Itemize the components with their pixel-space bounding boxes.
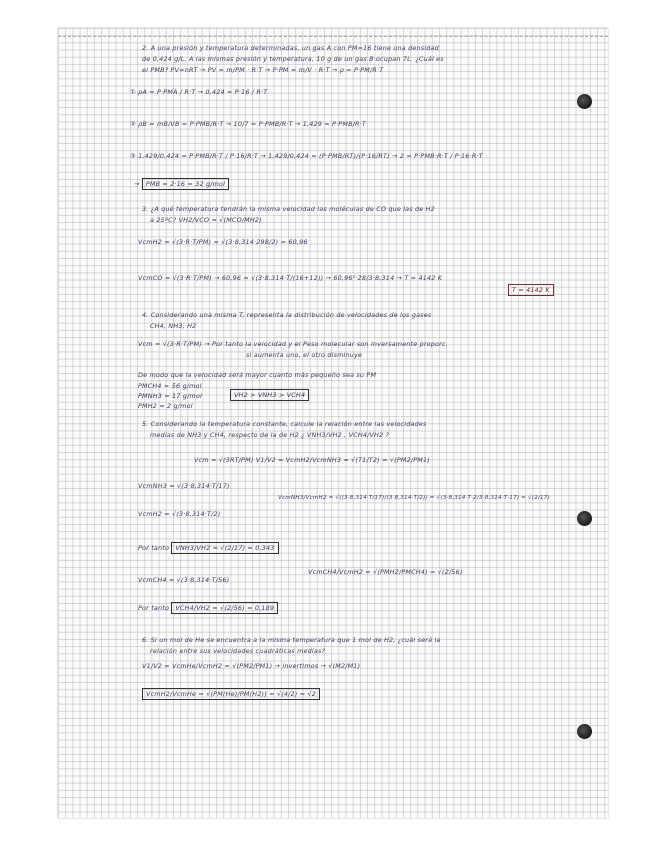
problem-4-text: 4. Considerando una misma T, representa la distribución de velocidades de los gases [142, 311, 432, 319]
problem-3-text-line-2: a 25ºC? VH2/VCO = √(MCO/MH2) [150, 216, 262, 224]
problem-4-eq-1b: si aumenta uno, el otro disminuye [246, 351, 363, 359]
problem-4-order: VH2 > VNH3 > VCH4 [230, 391, 309, 399]
problem-5-ratio-1: VcmNH3/VcmH2 = √((3·8,314·T/17)/(3·8,314·T/2)) = √(3·8,314·T·2/3·8,314·T·17) = √(2/17) [278, 495, 550, 501]
problem-5-eq-nh3: VcmNH3 = √(3·8,314·T/17) [138, 482, 230, 490]
problem-5-result-2: Por tanto VCH4/VH2 = √(2/56) = 0,189 [138, 604, 278, 612]
problem-2-text-line-2: de 0,424 g/L. A las mismas presión y temperatura, 10 g de un gas B ocupan 7L. ¿Cuál es [142, 55, 444, 63]
problem-6-eq-1: V1/V2 = VcmHe/VcmH2 = √(PM2/PM1) → invertimos → √(M2/M1) [142, 662, 361, 670]
problem-4-text-line-2: CH4, NH3, H2 [150, 322, 197, 330]
problem-4-pm-ch4: PMCH4 = 56 g/mol [138, 382, 202, 390]
problem-6-text-line-2: relación entre sus velocidades cuadráticas medias? [150, 647, 326, 655]
problem-number: 2. [142, 44, 149, 52]
problem-3-text: 3. ¿A qué temperatura tendrán la misma velocidad las moléculas de CO que las de H2 [142, 205, 435, 213]
problem-2-text: 2. A una presión y temperatura determinadas, un gas A con PM=16 tiene una densidad [142, 44, 439, 52]
problem-2-step-3: ③ 1,429/0,424 = P·PMB/R·T / P·16/R·T → 1,429/0,424 = (P·PMB/RT)/(P·16/RT) → 2 = P·PMB·R·T / P·16·R·T [130, 152, 483, 160]
problem-3-eq-1: VcmH2 = √(3·R·T/PM) = √(3·8,314·298/2) = 60,96 [138, 238, 308, 246]
problem-5-eq-h2: VcmH2 = √(3·8,314·T/2) [138, 510, 221, 518]
problem-5-eq-ch4: VcmCH4 = √(3·8,314·T/56) [138, 576, 230, 584]
problem-6-text: 6. Si un mol de He se encuentra a la misma temperatura que 1 mol de H2, ¿cuál será la [142, 636, 441, 644]
problem-2-step-2: ② ρB = mB/VB = P·PMB/R·T → 10/7 = P·PMB/R·T → 1,429 = P·PMB/R·T [130, 120, 366, 128]
problem-4-pm-nh3: PMNH3 = 17 g/mol [138, 392, 202, 400]
problem-4-eq-1: Vcm = √(3·R·T/PM) → Por tanto la velocidad y el Peso molecular son inversamente proporc. [138, 340, 448, 348]
problem-4-pm-h2: PMH2 = 2 g/mol [138, 402, 193, 410]
problem-5-result-1: Por tanto VNH3/VH2 = √(2/17) = 0,343 [138, 544, 279, 552]
page-perforation [58, 28, 608, 37]
problem-6-eq-2: VcmH2/VcmHe = √(PM(He)/PM(H2)) = √(4/2) = √2 [142, 690, 320, 698]
problem-5-eq-1: Vcm = √(3RT/PM) V1/V2 = VcmH2/VcmNH3 = √(T1/T2) = √(PM2/PM1) [194, 456, 430, 464]
problem-2-formula: el PMB? PV=nRT → PV = m/PM · R·T → P·PM = m/V · R·T → ρ = P·PM/R·T [142, 66, 384, 74]
problem-5-text: 5. Considerando la temperatura constante, calcule la relación entre las velocidades [142, 420, 427, 428]
punch-hole [577, 94, 592, 109]
problem-3-eq-2: VcmCO = √(3·R·T/PM) → 60,96 = √(3·8,314·T/(16+12)) → 60,96²·28/3·8,314 → T = 4142 K [138, 274, 443, 282]
problem-2-step-1: ① ρA = P·PMA / R·T → 0,424 = P·16 / R·T [130, 88, 268, 96]
problem-5-ratio-2: VcmCH4/VcmH2 = √(PMH2/PMCH4) = √(2/56) [308, 568, 463, 576]
punch-hole [577, 511, 592, 526]
problem-3-result: T = 4142 K [508, 286, 554, 294]
problem-5-text-line-2: medias de NH3 y CH4, respecto de la de H2 ¿ VNH3/VH2 , VCH4/VH2 ? [150, 431, 390, 439]
punch-hole [577, 724, 592, 739]
problem-2-result: → PMB = 2·16 = 32 g/mol [134, 180, 229, 188]
problem-4-note: De modo que la velocidad será mayor cuanto más pequeño sea su PM [138, 371, 377, 379]
notebook-page [58, 28, 608, 818]
